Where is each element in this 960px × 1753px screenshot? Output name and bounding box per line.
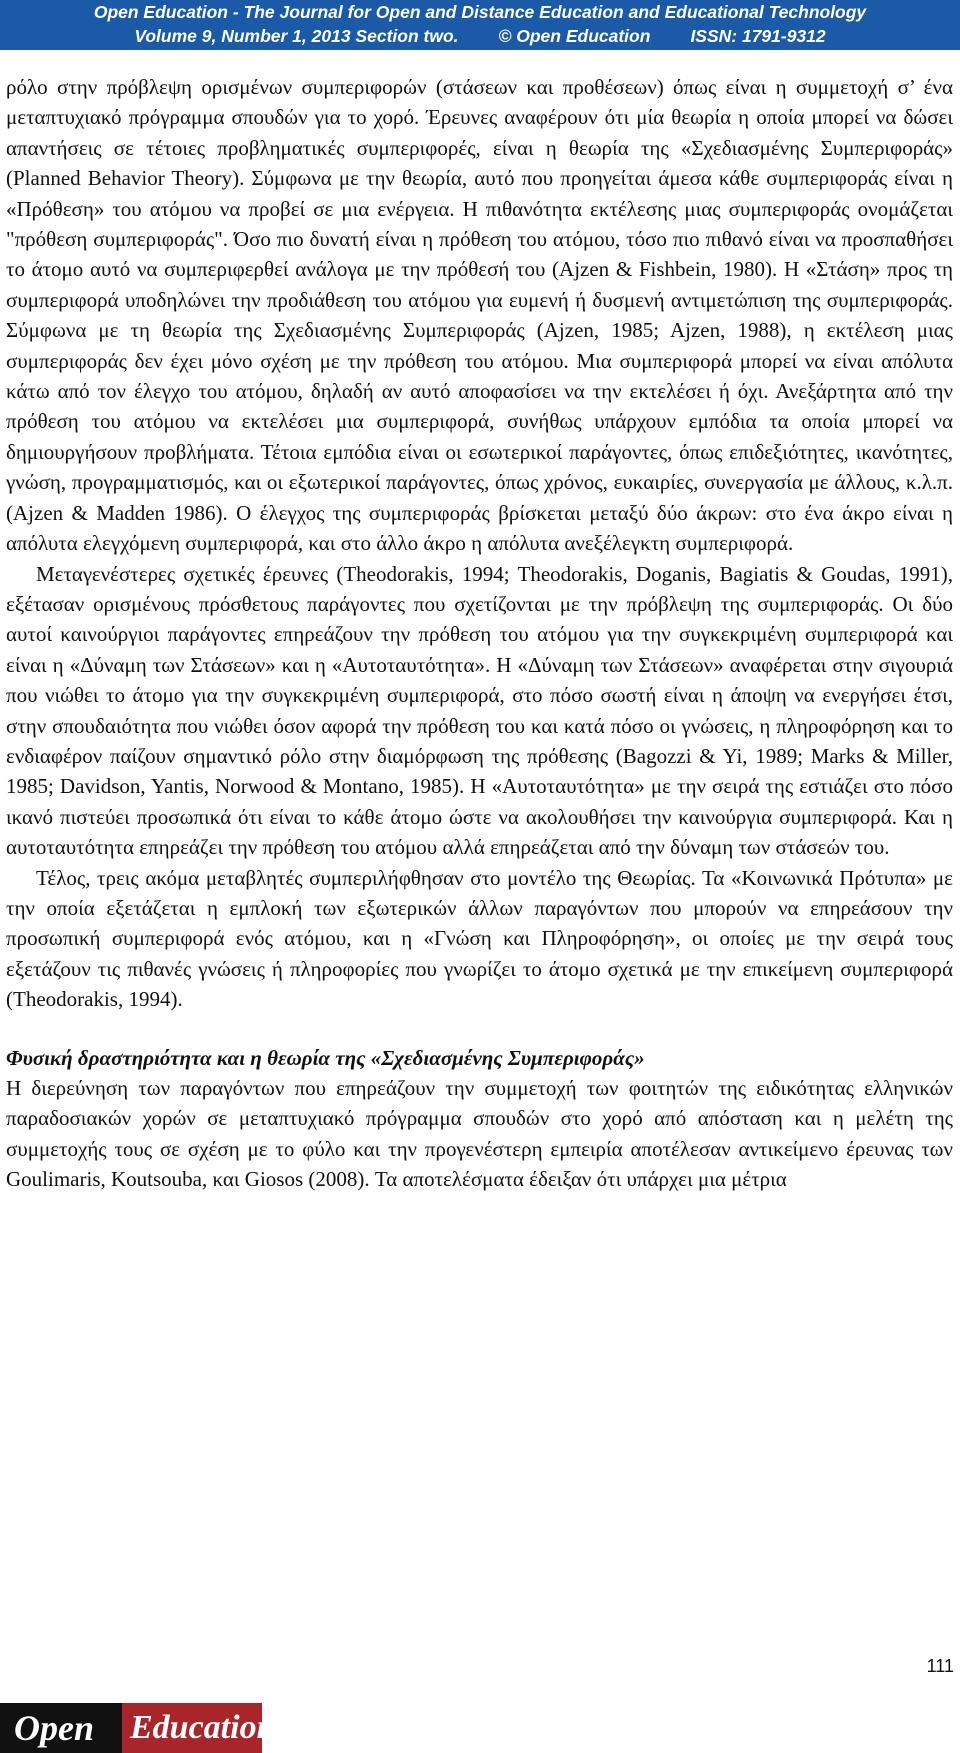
section-paragraph: Η διερεύνηση των παραγόντων που επηρεάζουν την συμμετοχή των φοιτητών της ειδικότητας ελληνικών παραδοσιακών χορών σε μεταπτυχιακό πρόγραμμα σπουδών στο χορό από απόσταση και η μελέτη της συμμετοχής τους σε σχέση με το φύλο και την προγενέστερη εμπειρία αποτέλεσαν αντικείμενο έρευνας των Goulimaris, Koutsouba, και Giosos (2008). Τα αποτελέσματα έδειξαν ότι υπάρχει μια μέτρια [6, 1076, 953, 1192]
issn-info: ISSN: 1791-9312 [690, 26, 826, 46]
section-heading: Φυσική δραστηριότητα και η θεωρία της «Σχεδιασμένης Συμπεριφοράς» [6, 1045, 645, 1070]
copyright-info: © Open Education [498, 26, 651, 46]
paragraph-2: Μεταγενέστερες σχετικές έρευνες (Theodorakis, 1994; Theodorakis, Doganis, Bagiatis & Goudas, 1991), εξέτασαν ορισμένους πρόσθετους παράγοντες που σχετίζονται με την πρόβλεψη της συμπεριφοράς. Οι δύο αυτοί καινούργιοι παράγοντες επηρεάζουν την πρόθεση του ατόμου για την συγκεκριμένη συμπεριφορά και είναι η «Δύναμη των Στάσεων» και η «Αυτοταυτότητα». Η «Δύναμη των Στάσεων» αναφέρεται στην σιγουριά που νιώθει το άτομο για την συγκεκριμένη συμπεριφορά, στο πόσο σωστή είναι η άποψη να ενεργήσει έτσι, στην σπουδαιότητα που νιώθει όσον αφορά την πρόθεση του και κατά πόσο οι γνώσεις, η πληροφόρηση και το ενδιαφέρον παίζουν σημαντικό ρόλο στην διαμόρφωση της πρόθεσης (Bagozzi & Yi, 1989; Marks & Miller, 1985; Davidson, Yantis, Norwood & Montano, 1985). Η «Αυτοταυτότητα» με την σειρά της εστιάζει στο πόσο ικανό πιστεύει προσωπικά ότι είναι το κάθε άτομο ώστε να ακολουθήσει την καινούργια συμπεριφορά. Και η αυτοταυτότητα επηρεάζει την πρόθεση του ατόμου αλλά επηρεάζεται από την δύναμη των στάσεών του. [6, 561, 953, 860]
paragraph-3: Τέλος, τρεις ακόμα μεταβλητές συμπεριλήφθησαν στο μοντέλο της Θεωρίας. Τα «Κοινωνικά Πρότυπα» με την οποία εξετάζεται η εμπλοκή των εξωτερικών άλλων παραγόντων που μπορούν να επηρεάσουν την προσωπική συμπεριφορά ενός ατόμου, και η «Γνώση και Πληροφόρηση», οι οποίες με την σειρά τους εξετάζουν τις πιθανές γνώσεις ή πληροφορίες που γνωρίζει το άτομο σχετικά με την επικείμενη συμπεριφορά (Theodorakis, 1994). [6, 865, 953, 1012]
article-body [6, 72, 953, 1195]
logo-open: Open [0, 1703, 122, 1753]
volume-info: Volume 9, Number 1, 2013 Section two. [134, 26, 459, 46]
journal-issue-line [0, 24, 960, 48]
journal-title: Open Education - The Journal for Open and Distance Education and Educational Technology [93, 2, 867, 22]
paragraph-1: ρόλο στην πρόβλεψη ορισμένων συμπεριφορών (στάσεων και προθέσεων) όπως είναι η συμμετοχή σ’ ένα μεταπτυχιακό πρόγραμμα σπουδών για το χορό. Έρευνες αναφέρουν ότι μία θεωρία η οποία μπορεί να δώσει απαντήσεις σε τέτοιες προβληματικές συμπεριφορές, είναι η θεωρία της «Σχεδιασμένης Συμπεριφοράς» (Planned Behavior Theory). Σύμφωνα με την θεωρία, αυτό που προηγείται άμεσα κάθε συμπεριφοράς είναι η «Πρόθεση» του ατόμου να προβεί σε μια ενέργεια. Η πιθανότητα εκτέλεσης μιας συμπεριφοράς ονομάζεται "πρόθεση συμπεριφοράς". Όσο πιο δυνατή είναι η πρόθεση του ατόμου, τόσο πιο πιθανό είναι να προσπαθήσει το άτομο αυτό να συμπεριφερθεί ανάλογα με την πρόθεσή του (Ajzen & Fishbein, 1980). Η «Στάση» προς τη συμπεριφορά υποδηλώνει την προδιάθεση του ατόμου για ευμενή ή δυσμενή αντιμετώπιση της συμπεριφοράς. Σύμφωνα με τη θεωρία της Σχεδιασμένης Συμπεριφοράς (Ajzen, 1985; Ajzen, 1988), η εκτέλεση μιας συμπεριφοράς δεν έχει μόνο σχέση με την πρόθεση του ατόμου. Μια συμπεριφορά μπορεί να είναι απόλυτα κάτω από τον έλεγχο του ατόμου, δηλαδή αν αυτό αποφασίσει να την εκτελέσει ή όχι. Ανεξάρτητα από την πρόθεση του ατόμου να εκτελέσει μια συμπεριφορά, συνήθως υπάρχουν εμπόδια τα οποία μπορεί να δημιουργήσουν προβλήματα. Τέτοια εμπόδια είναι οι εσωτερικοί παράγοντες, όπως επιδεξιότητες, ικανότητες, γνώση, προγραμματισμός, και οι εξωτερικοί παράγοντες, όπως χρόνος, ευκαιρίες, συνεργασία με άλλους, κ.λ.π. (Ajzen & Madden 1986). Ο έλεγχος της συμπεριφοράς βρίσκεται μεταξύ δύο άκρων: στο ένα άκρο είναι η απόλυτα ελεγχόμενη συμπεριφορά, και στο άλλο άκρο η απόλυτα ανεξέλεγκτη συμπεριφορά. [6, 75, 953, 556]
journal-header [0, 0, 960, 50]
logo-education: Education [122, 1703, 262, 1753]
open-education-logo [0, 1703, 276, 1753]
page-number: 111 [926, 1656, 954, 1676]
